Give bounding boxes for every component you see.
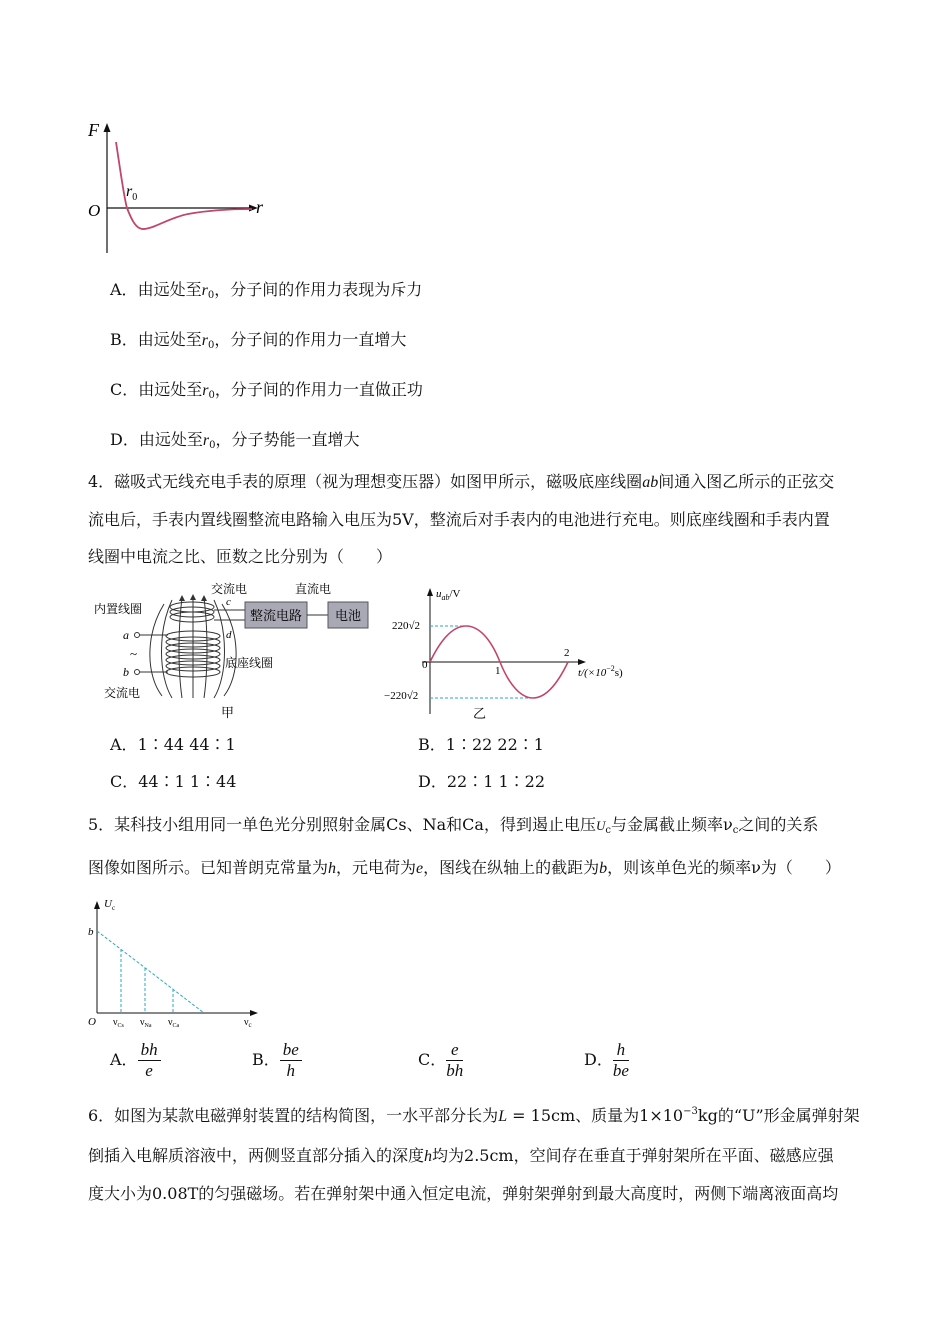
svg-text:t/(×10−2s): $t/(\times 10^{-2}s)$: [578, 664, 623, 679]
q3-option-b[interactable]: B．由远处至$r_0$，分子间的作用力一直增大: [110, 330, 407, 351]
svg-text:0: 0: [422, 659, 428, 671]
q4-stem-line3: 线圈中电流之比、匝数之比分别为（ ）: [88, 547, 393, 566]
q4-option-a[interactable]: A．1∶44 44∶1: [110, 735, 236, 754]
svg-text:交流电: 交流电: [211, 582, 248, 596]
force-curve: [116, 142, 252, 229]
q5-option-c[interactable]: C． $\frac{e}{bh}$: [418, 1040, 464, 1080]
svg-text:b: b: [88, 926, 94, 938]
origin-label: O: [88, 201, 101, 220]
q4-option-b[interactable]: B．1∶22 22∶1: [418, 735, 544, 754]
q6-stem-line2: 倒插入电解质溶液中，两侧竖直部分插入的深度h均为2.5cm，空间存在垂直于弹射架所在平面、磁感应强: [88, 1146, 834, 1165]
q5-stem-line1: 5．某科技小组用同一单色光分别照射金属Cs、Na和Ca，得到遏止电压$U_c$与金属截止频率$\nu_c$之间的关系: [88, 815, 819, 836]
svg-text:整流电路: 整流电路: [250, 608, 303, 623]
svg-text:~: ~: [130, 646, 138, 661]
f-axis-label: F: [88, 120, 99, 140]
q6-stem-line1: 6．如图为某款电磁弹射装置的结构简图，一水平部分长为L = 15cm、质量为$1\times 10^{-3}kg$的“U”形金属弹射架: [88, 1106, 860, 1125]
svg-text:220√2: 220√2: [392, 620, 421, 632]
svg-text:甲: 甲: [221, 705, 235, 720]
q4-option-d[interactable]: D．22∶1 1∶22: [418, 772, 546, 791]
q5-option-a[interactable]: A． $\frac{bh}{e}$: [110, 1040, 161, 1081]
svg-text:a: a: [123, 628, 129, 642]
q6-stem-line3: 度大小为0.08T的匀强磁场。若在弹射架中通入恒定电流，弹射架弹射到最大高度时，两侧下端离液面高均: [88, 1184, 839, 1203]
svg-text:νCa: $\nu_{Ca}$: [168, 1017, 180, 1029]
svg-text:r0: [126, 183, 137, 203]
svg-text:uab/V: $u_{ab}/V$: [436, 588, 461, 602]
r0-sub: 0: [132, 192, 138, 203]
svg-text:νc: $\nu_c$: [244, 1017, 252, 1029]
svg-text:内置线圈: 内置线圈: [94, 602, 143, 616]
force-distance-figure: [80, 118, 270, 258]
svg-text:c: c: [226, 596, 231, 608]
svg-text:直流电: 直流电: [295, 582, 332, 596]
svg-text:d: d: [226, 629, 232, 641]
svg-text:νNa: $\nu_{Na}$: [140, 1017, 152, 1029]
svg-text:底座线圈: 底座线圈: [225, 656, 274, 670]
q5-option-b[interactable]: B． $\frac{be}{h}$: [252, 1040, 302, 1081]
svg-text:电池: 电池: [335, 608, 362, 623]
q5-option-d[interactable]: D． $\frac{h}{be}$: [584, 1040, 629, 1080]
svg-text:νCs: $\nu_{Cs}$: [113, 1017, 124, 1029]
svg-text:1: 1: [495, 665, 501, 677]
q5-stem-line2: 图像如图所示。已知普朗克常量为h，元电荷为e，图线在纵轴上的截距为b，则该单色光的频率ν为（ ）: [88, 858, 841, 877]
r0-label: r: [126, 183, 133, 200]
q3-option-a[interactable]: A．由远处至$r_0$，分子间的作用力表现为斥力: [110, 280, 423, 301]
figure-jia: [90, 580, 380, 720]
q3-option-d[interactable]: D．由远处至$r_0$，分子势能一直增大: [110, 430, 360, 451]
svg-text:O: O: [88, 1016, 96, 1028]
svg-text:2: 2: [564, 647, 570, 659]
svg-text:Uc: $U_c$: [104, 898, 116, 912]
svg-text:−220√2: −220√2: [384, 690, 419, 702]
svg-text:交流电: 交流电: [104, 686, 141, 700]
svg-text:b: b: [123, 665, 129, 679]
figure-yi: [380, 582, 640, 722]
svg-text:乙: 乙: [473, 706, 487, 721]
q4-option-c[interactable]: C．44∶1 1∶44: [110, 772, 237, 791]
q4-stem-line2: 流电后，手表内置线圈整流电路输入电压为5V，整流后对手表内的电池进行充电。则底座线圈和手表内置: [88, 510, 830, 529]
q3-option-c[interactable]: C．由远处至$r_0$，分子间的作用力一直做正功: [110, 380, 423, 401]
q4-stem-line1: 4．磁吸式无线充电手表的原理（视为理想变压器）如图甲所示，磁吸底座线圈ab间通入图乙所示的正弦交: [88, 472, 835, 491]
r-axis-label: r: [256, 197, 264, 217]
stopping-voltage-figure: [84, 893, 264, 1033]
